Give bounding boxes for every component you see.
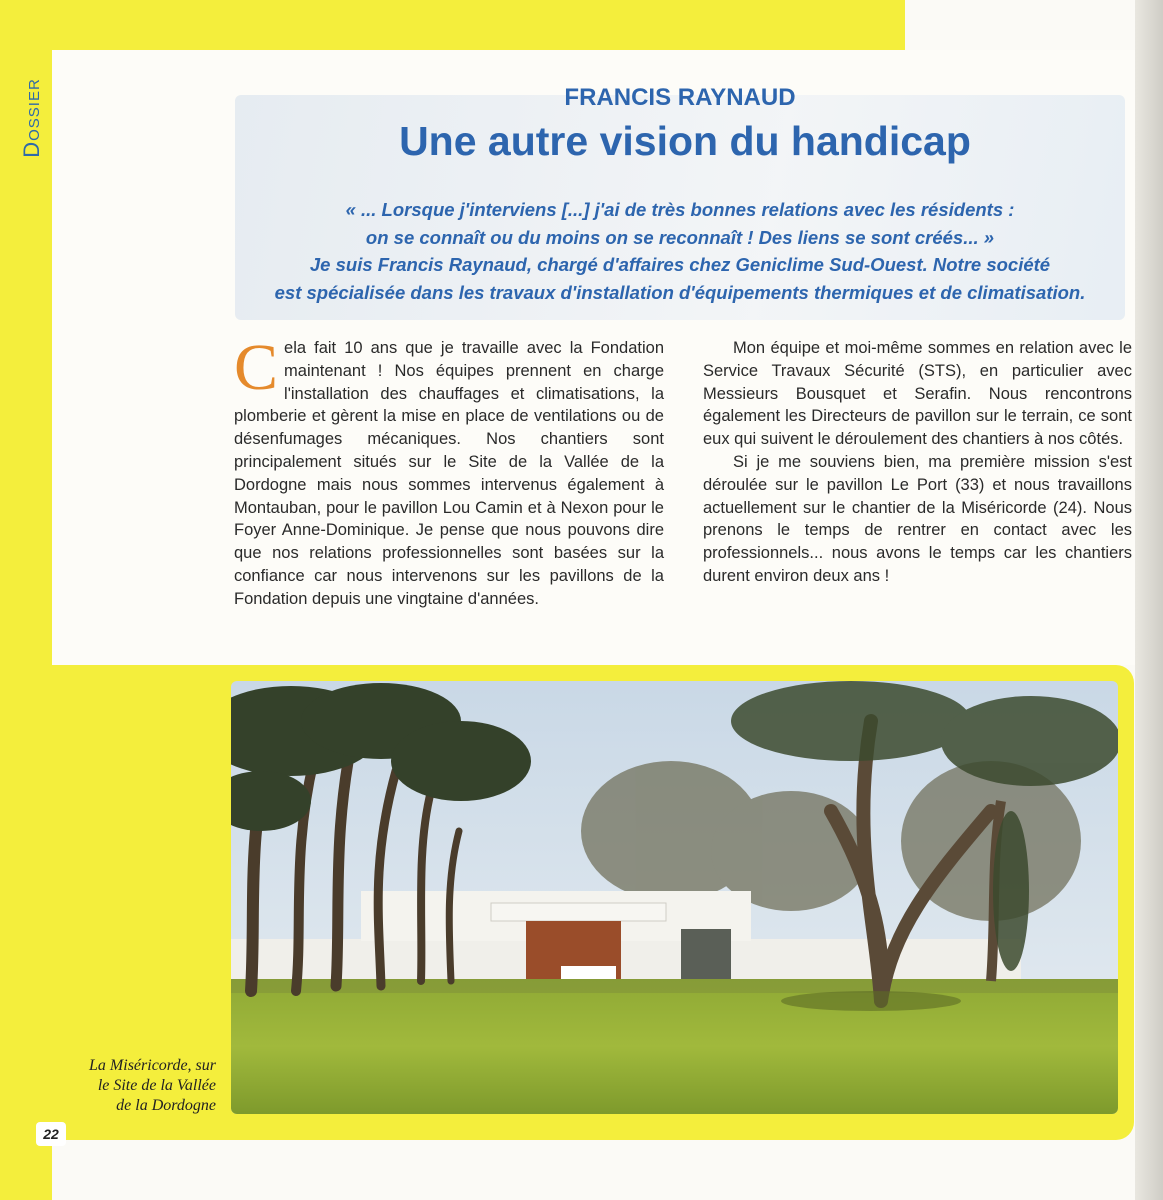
- caption-line: le Site de la Vallée: [97, 1077, 216, 1094]
- lead-line: « ... Lorsque j'interviens [...] j'ai de très bonnes relations avec les résidents :: [345, 199, 1015, 220]
- photo-caption: [56, 1056, 216, 1116]
- section-label-text: Dossier: [19, 77, 44, 158]
- kicker: FRANCIS RAYNAUD: [564, 84, 796, 111]
- drop-cap: C: [234, 331, 279, 404]
- page-bottom: [52, 1140, 1163, 1200]
- article-paragraph: Si je me souviens bien, ma première mission s'est déroulée sur le pavillon Le Port (33) et nous travaillons actuellement sur le chantier de la Miséricorde (24). Nous prenons le temps de rentrer en contact avec les professionnels... nous avons le temps car les chantiers durent environ deux ans !: [703, 452, 1132, 585]
- lead-line: Je suis Francis Raynaud, chargé d'affaires chez Geniclime Sud-Ouest. Notre société: [309, 254, 1051, 275]
- page-gutter: [1135, 0, 1163, 1200]
- lead-line: est spécialisée dans les travaux d'installation d'équipements thermiques et de climatisation.: [274, 281, 1086, 303]
- lead-paragraph: [240, 196, 1120, 306]
- article-paragraph: Mon équipe et moi-même sommes en relation avec le Service Travaux Sécurité (STS), en particulier avec Messieurs Bousquet et Serafin. Nous rencontrons également les Directeurs de pavillon sur le terrain, ce sont eux qui suivent le déroulement des chantiers à nos côtés.: [703, 339, 1132, 449]
- article-column-right: [703, 337, 1132, 588]
- caption-line: La Miséricorde, sur: [89, 1057, 216, 1074]
- yellow-left-strip: [0, 665, 52, 1200]
- page-title: Une autre vision du handicap: [399, 118, 971, 164]
- article-column-left: [234, 331, 664, 611]
- lead-line: on se connaît ou du moins on se reconnaît ! Des liens se sont créés... »: [365, 226, 995, 248]
- caption-line: de la Dordogne: [116, 1097, 216, 1114]
- building-photo: [231, 681, 1118, 1114]
- yellow-top-tab: [0, 0, 905, 50]
- page-number: 22: [36, 1122, 66, 1146]
- article-paragraph: ela fait 10 ans que je travaille avec la Fondation maintenant ! Nos équipes prennent en charge l'installation des chauffages et climatisations, la plomberie et gèrent la mise en place de ventilations ou de désenfumages mécaniques. Nos chantiers sont principalement situés sur le Site de la Vallée de la Dordogne mais nous sommes intervenus également à Montauban, pour le pavillon Lou Camin et à Nexon pour le Foyer Anne-Dominique. Je pense que nous pouvons dire que nos relations professionnelles sont basées sur la confiance car nous intervenons sur les pavillons de la Fondation depuis une vingtaine d'années.: [234, 339, 664, 608]
- section-label: [12, 55, 52, 180]
